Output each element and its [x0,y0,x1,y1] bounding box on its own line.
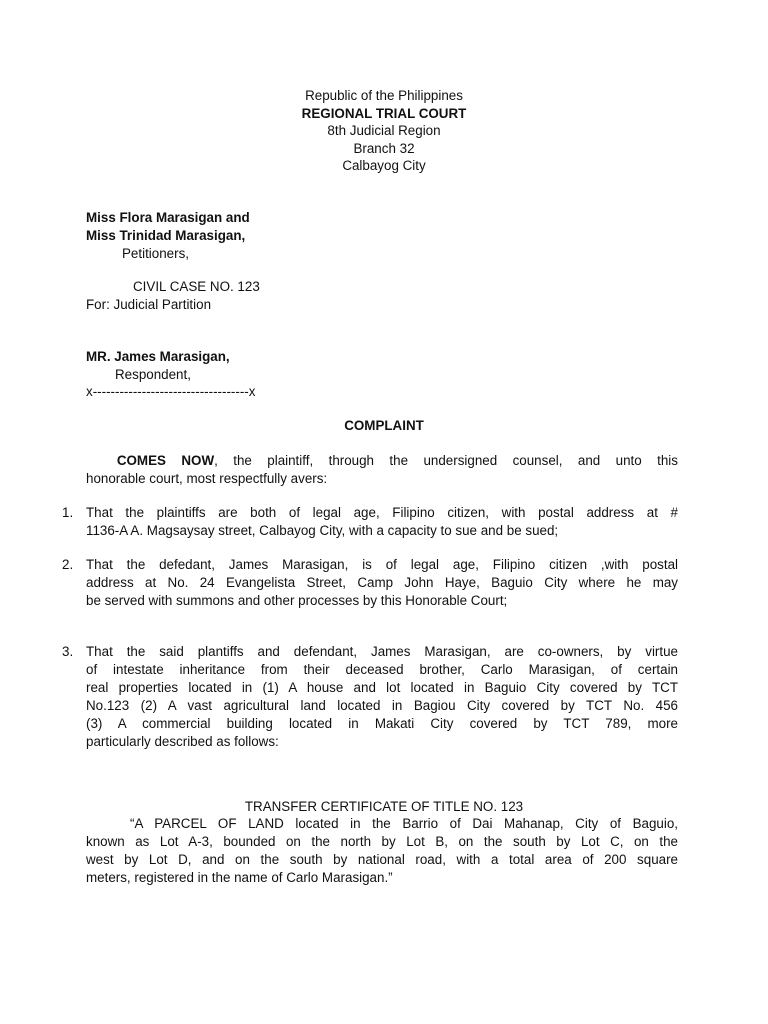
item-3-line: That the said plantiffs and defendant, James Marasigan, are co-owners, by virtue [86,644,678,659]
petitioner-name-1: Miss Flora Marasigan and [86,210,250,225]
intro-line-1 [86,452,678,470]
item-paragraph-1 [86,504,678,540]
item-paragraph-2 [86,556,678,610]
tct-line: meters, registered in the name of Carlo Marasigan.” [86,870,393,885]
tct-line: “A PARCEL OF LAND located in the Barrio of Dai Mahanap, City of Baguio, [130,816,678,831]
item-2-line: address at No. 24 Evangelista Street, Camp John Haye, Baguio City where he may [86,575,678,590]
petitioners-label: Petitioners, [122,246,189,261]
header-republic: Republic of the Philippines [305,88,463,103]
item-paragraph-3 [86,643,678,751]
item-3-line: No.123 (2) A vast agricultural land located in Bagiou City covered by TCT No. 456 [86,698,678,713]
item-1-line: 1136-A A. Magsaysay street, Calbayog City, with a capacity to sue and be sued; [86,523,559,538]
header-branch: Branch 32 [353,141,415,156]
intro-lead: COMES NOW [116,453,215,468]
item-number-1: 1. [62,505,74,520]
tct-line: west by Lot D, and on the south by national road, with a total area of 200 square [86,852,678,867]
caption-separator: x-----------------------------------x [86,384,256,399]
item-1-line: That the plaintiffs are both of legal age, Filipino citizen, with postal address at # [86,505,678,520]
intro-paragraph [86,452,678,488]
item-3-line: (3) A commercial building located in Makati City covered by TCT 789, more [86,716,678,731]
item-number-3: 3. [62,644,74,659]
item-number-2: 2. [62,557,74,572]
tct-line: known as Lot A-3, bounded on the north by Lot B, on the south by Lot C, on the [86,834,678,849]
header-city: Calbayog City [342,158,426,173]
item-3-line: real properties located in (1) A house and lot located in Baguio City covered by TCT [86,680,678,695]
case-for: For: Judicial Partition [86,297,212,312]
intro-line-2: honorable court, most respectfully avers: [86,471,328,486]
item-3-line: particularly described as follows: [86,734,279,749]
respondent-label: Respondent, [115,367,191,382]
case-number: CIVIL CASE NO. 123 [133,279,260,294]
tct-paragraph [86,815,678,887]
header-region: 8th Judicial Region [327,123,441,138]
header-court: REGIONAL TRIAL COURT [301,106,467,121]
respondent-name: MR. James Marasigan, [86,349,230,364]
item-2-line: be served with summons and other processes by this Honorable Court; [86,593,508,608]
intro-line-1-rest: , the plaintiff, through the undersigned counsel, and unto this [214,453,678,468]
item-2-line: That the defedant, James Marasigan, is of legal age, Filipino citizen ,with postal [86,557,678,572]
document-title: COMPLAINT [344,418,424,433]
item-3-line: of intestate inheritance from their deceased brother, Carlo Marasigan, of certain [86,662,678,677]
tct-heading: TRANSFER CERTIFICATE OF TITLE NO. 123 [244,799,524,814]
petitioner-name-2: Miss Trinidad Marasigan, [86,228,246,243]
